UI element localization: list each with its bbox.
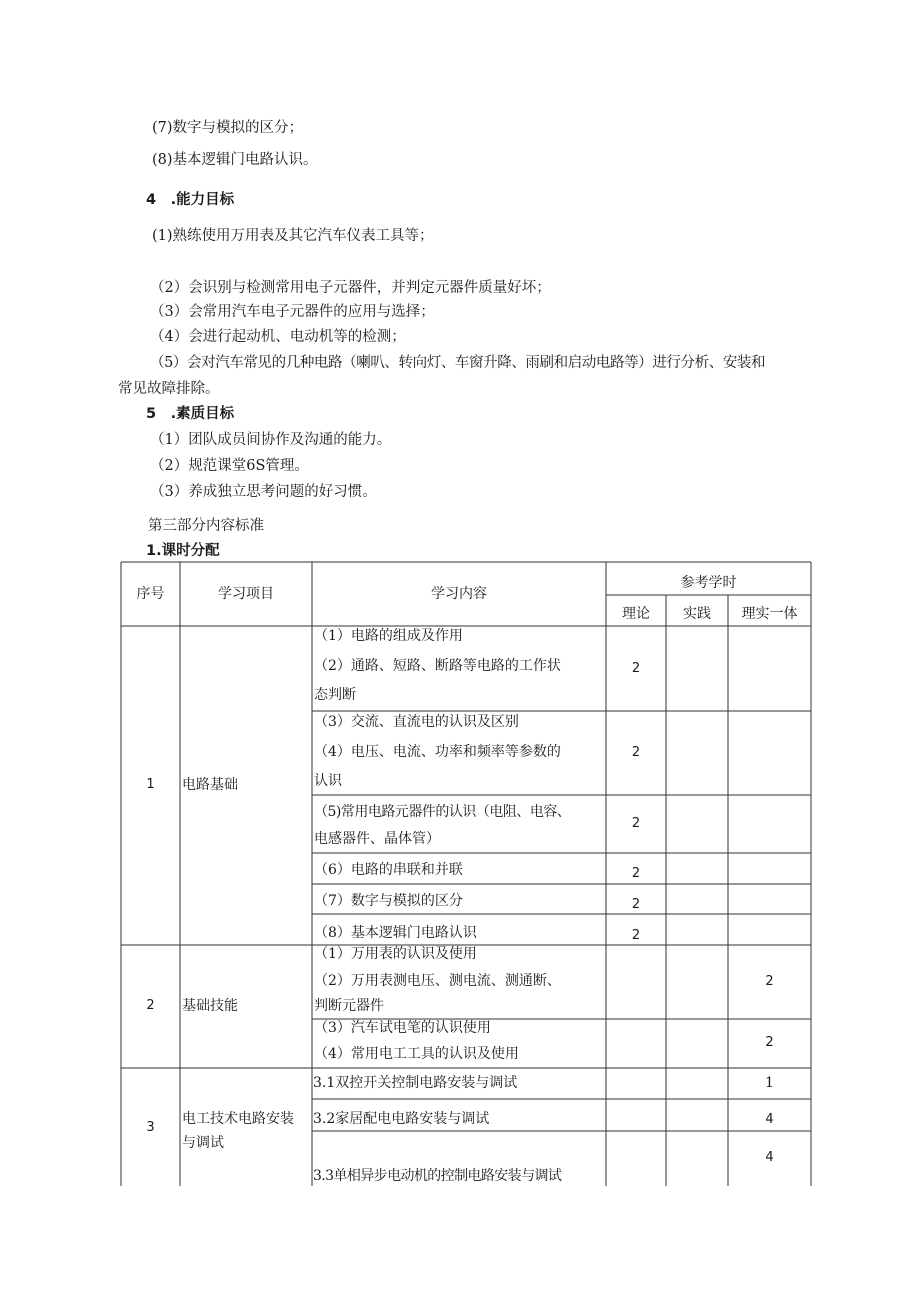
content-line: （5)常用电路元器件的认识（电阻、电容、 [314, 804, 571, 820]
content-line: （2）万用表测电压、测电流、测通断、 [314, 973, 561, 989]
header-theory: 理论 [622, 606, 650, 622]
project-cell-line: 与调试 [182, 1135, 224, 1151]
content-line: 电感器件、晶体管） [314, 831, 440, 847]
list-item-digital-analog: (7)数字与模拟的区分； [152, 120, 304, 136]
integrated-cell: 1 [765, 1075, 774, 1091]
content-line: 认识 [314, 773, 342, 789]
theory-cell: 2 [631, 897, 641, 912]
heading-ability-goals: 4 .能力目标 [146, 192, 235, 208]
content-line: （2）通路、短路、断路等电路的工作状 [314, 658, 561, 674]
list-item-logic-gates: (8)基本逻辑门电路认识。 [152, 152, 318, 168]
content-line: （6）电路的串联和并联 [314, 862, 463, 878]
content-line: 3.1双控开关控制电路安装与调试 [313, 1075, 518, 1091]
integrated-cell: 4 [765, 1112, 774, 1127]
ability-item-3: （3）会常用汽车电子元器件的应用与选择； [150, 304, 435, 320]
content-line: 3.3单相异步电动机的控制电路安装与调试 [313, 1168, 562, 1184]
seq-cell: 3 [146, 1120, 155, 1135]
section-hours-title: 1.课时分配 [146, 543, 220, 559]
content-line: （4）电压、电流、功率和频率等参数的 [314, 744, 561, 760]
theory-cell: 2 [631, 928, 641, 943]
theory-cell: 2 [631, 816, 641, 831]
header-seq: 序号 [136, 586, 165, 602]
content-line: 判断元器件 [314, 998, 384, 1014]
ability-item-5-line1: （5）会对汽车常见的几种电路（喇叭、转向灯、车窗升降、雨刷和启动电路等）进行分析、安装和 [150, 355, 766, 371]
content-line: （3）汽车试电笔的认识使用 [314, 1020, 491, 1036]
integrated-cell: 4 [765, 1150, 774, 1165]
ability-item-4: （4）会进行起动机、电动机等的检测； [150, 329, 406, 345]
theory-cell: 2 [631, 745, 641, 760]
header-practice: 实践 [683, 606, 711, 622]
project-cell-line: 电工技术电路安装 [182, 1111, 294, 1127]
theory-cell: 2 [631, 661, 641, 676]
quality-item-2: （2）规范课堂6S管理。 [150, 458, 309, 474]
quality-item-1: （1）团队成员间协作及沟通的能力。 [150, 432, 392, 448]
integrated-cell: 2 [765, 974, 774, 989]
content-line: （1）万用表的认识及使用 [314, 946, 477, 962]
content-line: （4）常用电工工具的认识及使用 [314, 1046, 519, 1062]
content-line: （7）数字与模拟的区分 [314, 893, 463, 909]
content-line: 3.2家居配电电路安装与调试 [313, 1111, 490, 1127]
heading-quality-goals: 5 .素质目标 [146, 406, 235, 422]
header-content: 学习内容 [431, 586, 487, 602]
header-ref-hours: 参考学时 [680, 575, 737, 591]
ability-item-5-line2: 常见故障排除。 [118, 381, 220, 397]
project-cell: 基础技能 [182, 998, 238, 1014]
content-line: （1）电路的组成及作用 [314, 628, 463, 644]
seq-cell: 2 [146, 998, 155, 1013]
content-line: 态判断 [314, 687, 356, 703]
theory-cell: 2 [631, 866, 641, 881]
quality-item-3: （3）养成独立思考问题的好习惯。 [150, 484, 377, 500]
content-line: （8）基本逻辑门电路认识 [314, 925, 477, 941]
integrated-cell: 2 [765, 1035, 774, 1050]
part-three-title: 第三部分内容标准 [148, 518, 264, 534]
ability-item-2: （2）会识别与检测常用电子元器件，并判定元器件质量好坏； [150, 280, 551, 296]
ability-item-1: (1)熟练使用万用表及其它汽车仪表工具等； [152, 228, 434, 244]
seq-cell: 1 [146, 777, 155, 792]
content-line: （3）交流、直流电的认识及区别 [314, 714, 519, 730]
header-integrated: 理实一体 [741, 606, 798, 622]
header-project: 学习项目 [218, 586, 274, 602]
project-cell: 电路基础 [182, 777, 238, 793]
